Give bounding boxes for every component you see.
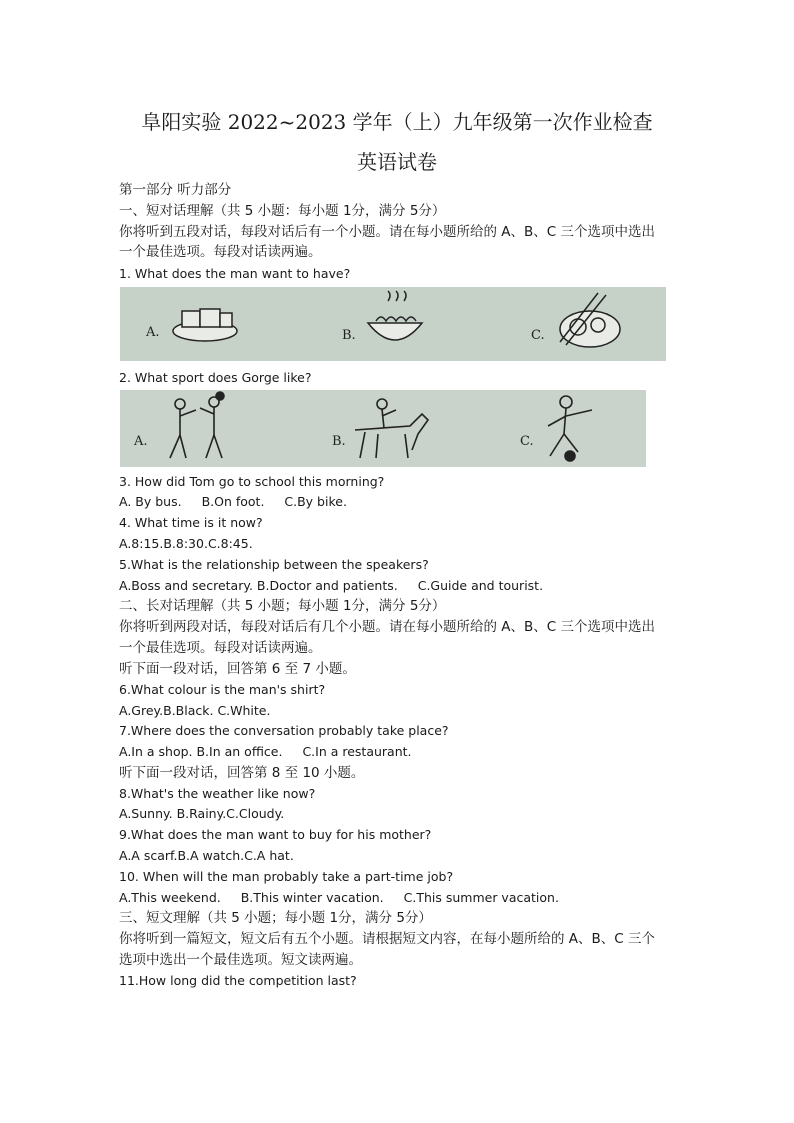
q1-option-a-label: A. [146, 325, 160, 340]
section2-lead-2: 听下面一段对话，回答第 8 至 10 小题。 [119, 765, 365, 781]
q3-option-a: A. By bus. [119, 494, 182, 509]
q3-option-b: B.On foot. [201, 494, 265, 509]
q10-option-b: B.This winter vacation. [240, 890, 384, 905]
question-10-options [119, 890, 559, 906]
q1-option-b-label: B. [342, 328, 356, 343]
question-4-options: A.8:15.B.8:30.C.8:45. [119, 536, 253, 551]
section2-instruction-1: 你将听到两段对话，每段对话后有几个小题。请在每小题所给的 A、B、C 三个选项中选出 [119, 619, 656, 635]
q2-option-b-label: B. [332, 434, 346, 449]
section2-instruction-2: 一个最佳选项。每段对话读两遍。 [119, 640, 322, 656]
question-7-options [119, 744, 412, 760]
question-1-image [120, 287, 666, 361]
question-5-options [119, 578, 543, 594]
section1-instruction-1: 你将听到五段对话，每段对话后有一个小题。请在每小题所给的 A、B、C 三个选项中选出 [119, 224, 656, 240]
q5-option-c: C.Guide and tourist. [417, 578, 544, 593]
q2-option-c-label: C. [520, 434, 534, 449]
q7-option-c: C.In a restaurant. [302, 744, 412, 759]
question-3-options [119, 494, 347, 510]
exam-title: 阜阳实验 2022~2023 学年（上）九年级第一次作业检查 [141, 110, 653, 134]
section1-instruction-2: 一个最佳选项。每段对话读两遍。 [119, 244, 322, 260]
question-8-options: A.Sunny. B.Rainy.C.Cloudy. [119, 806, 285, 821]
section2-heading: 二、长对话理解（共 5 小题；每小题 1分，满分 5分） [119, 598, 446, 614]
q3-option-c: C.By bike. [284, 494, 347, 509]
section2-lead-1: 听下面一段对话，回答第 6 至 7 小题。 [119, 661, 356, 677]
question-11: 11.How long did the competition last? [119, 973, 357, 988]
question-6: 6.What colour is the man's shirt? [119, 682, 326, 697]
q5-option-ab: A.Boss and secretary. B.Doctor and patients. [119, 578, 398, 593]
q10-option-c: C.This summer vacation. [403, 890, 559, 905]
question-5: 5.What is the relationship between the speakers? [119, 557, 429, 572]
section3-heading: 三、短文理解（共 5 小题；每小题 1分，满分 5分） [119, 910, 432, 926]
section3-instruction-1: 你将听到一篇短文，短文后有五个小题。请根据短文内容，在每小题所给的 A、B、C 三个 [119, 931, 656, 947]
question-4: 4. What time is it now? [119, 515, 263, 530]
question-2-image [120, 390, 646, 467]
question-8: 8.What's the weather like now? [119, 786, 316, 801]
question-3: 3. How did Tom go to school this morning? [119, 474, 385, 489]
q1-option-c-label: C. [531, 328, 545, 343]
question-10: 10. When will the man probably take a part-time job? [119, 869, 454, 884]
section3-instruction-2: 选项中选出一个最佳选项。短文读两遍。 [119, 952, 362, 968]
q7-option-ab: A.In a shop. B.In an office. [119, 744, 283, 759]
question-9-options: A.A scarf.B.A watch.C.A hat. [119, 848, 294, 863]
question-7: 7.Where does the conversation probably take place? [119, 723, 449, 738]
question-1: 1. What does the man want to have? [119, 266, 351, 281]
cake-icon [173, 309, 237, 341]
part1-heading: 第一部分 听力部分 [119, 182, 232, 198]
q10-option-a: A.This weekend. [119, 890, 221, 905]
section1-heading: 一、短对话理解（共 5 小题：每小题 1分，满分 5分） [119, 203, 446, 219]
exam-subtitle: 英语试卷 [357, 150, 437, 174]
question-6-options: A.Grey.B.Black. C.White. [119, 703, 271, 718]
q2-option-a-label: A. [134, 434, 148, 449]
question-2: 2. What sport does Gorge like? [119, 370, 312, 385]
question-9: 9.What does the man want to buy for his mother? [119, 827, 432, 842]
